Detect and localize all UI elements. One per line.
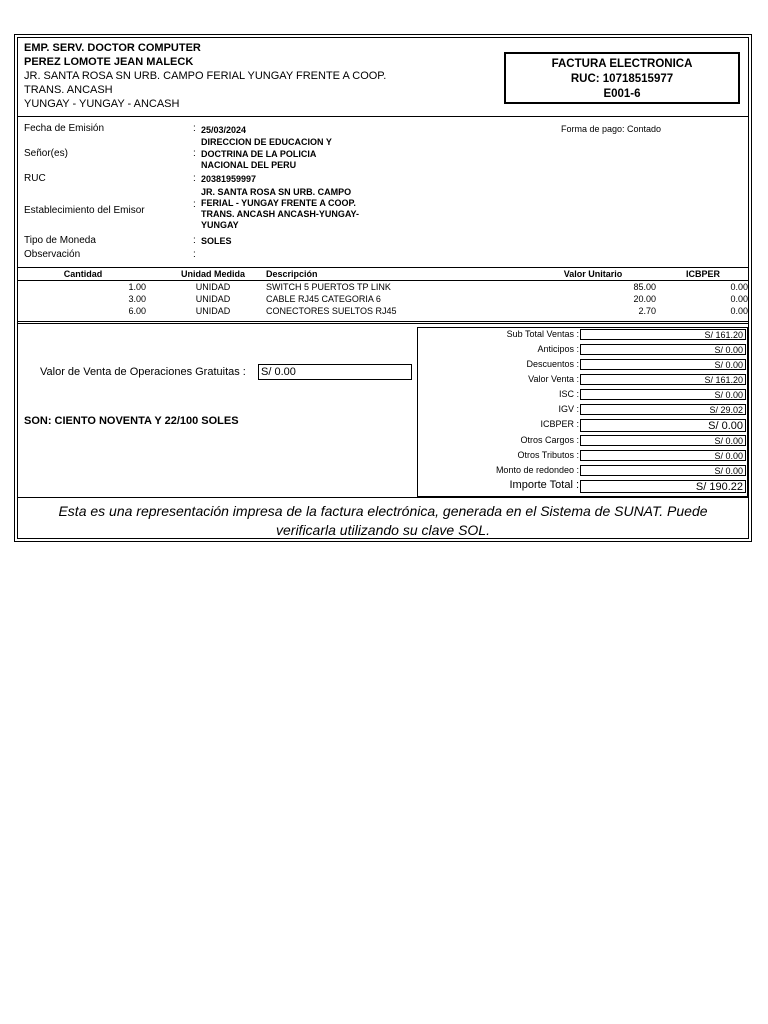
total-row-otros-tributos: [418, 449, 749, 464]
col-cantidad: Cantidad: [63, 269, 103, 279]
senor-value-line1: DIRECCION DE EDUCACION Y: [201, 137, 332, 147]
moneda-colon: :: [193, 235, 196, 246]
fecha-colon: :: [193, 123, 196, 134]
otros-cargos-value: S/ 0.00: [580, 435, 746, 446]
totals-box: [417, 327, 748, 497]
row2-cantidad: 3.00: [128, 294, 146, 304]
emitter-name-line1: EMP. SERV. DOCTOR COMPUTER: [24, 42, 201, 54]
row2-unidad: UNIDAD: [195, 294, 231, 304]
total-row-descuentos: [418, 358, 749, 373]
row1-unidad: UNIDAD: [195, 282, 231, 292]
descuentos-label: Descuentos :: [526, 359, 579, 369]
col-descripcion: Descripción: [266, 269, 318, 279]
emitter-address-line1: JR. SANTA ROSA SN URB. CAMPO FERIAL YUNGAY FRENTE A COOP.: [24, 70, 387, 82]
importe-total-label: Importe Total :: [509, 479, 579, 491]
otros-tributos-value: S/ 0.00: [580, 450, 746, 461]
row3-icbper: 0.00: [730, 306, 748, 316]
document-number: E001-6: [603, 88, 641, 100]
redondeo-value: S/ 0.00: [580, 465, 746, 476]
ruc-label: RUC: [24, 173, 46, 184]
subtotal-label: Sub Total Ventas :: [506, 329, 579, 339]
row3-cantidad: 6.00: [128, 306, 146, 316]
amount-in-words: SON: CIENTO NOVENTA Y 22/100 SOLES: [24, 415, 239, 427]
anticipos-label: Anticipos :: [537, 344, 579, 354]
ruc-colon: :: [193, 173, 196, 184]
invoice-page: [14, 34, 752, 542]
total-row-isc: [418, 388, 749, 403]
total-row-otros-cargos: [418, 434, 749, 449]
estab-value-line1: JR. SANTA ROSA SN URB. CAMPO: [201, 187, 352, 197]
senor-value-line3: NACIONAL DEL PERU: [201, 160, 297, 170]
senor-label: Señor(es): [24, 148, 68, 159]
row1-cantidad: 1.00: [128, 282, 146, 292]
gratuitas-value-box: S/ 0.00: [258, 364, 412, 380]
importe-total-value: S/ 190.22: [580, 480, 746, 493]
document-ruc: RUC: 10718515977: [570, 73, 674, 85]
row3-unidad: UNIDAD: [195, 306, 231, 316]
senor-value-line2: DOCTRINA DE LA POLICIA: [201, 149, 317, 159]
items-bottom-line: [18, 321, 748, 322]
estab-value-line4: YUNGAY: [201, 220, 239, 230]
col-valor-unitario: Valor Unitario: [563, 269, 623, 279]
total-row-importe-total: [418, 479, 749, 494]
invoice-frame: [17, 37, 749, 539]
gratuitas-label: Valor de Venta de Operaciones Gratuitas :: [40, 366, 246, 378]
total-row-redondeo: [418, 464, 749, 479]
estab-value-line2: FERIAL - YUNGAY FRENTE A COOP.: [201, 198, 356, 208]
total-row-subtotal: [418, 328, 749, 343]
emitter-address-line3: YUNGAY - YUNGAY - ANCASH: [24, 98, 180, 110]
total-row-valor-venta: [418, 373, 749, 388]
icbper-value: S/ 0.00: [580, 419, 746, 432]
redondeo-label: Monto de redondeo :: [495, 465, 579, 475]
row2-descripcion: CABLE RJ45 CATEGORIA 6: [266, 294, 381, 304]
subtotal-value: S/ 161.20: [580, 329, 746, 340]
total-row-icbper: [418, 418, 749, 433]
footer-line1: Esta es una representación impresa de la factura electrónica, generada en el Sistema de SUNAT. Puede: [58, 503, 708, 519]
row1-valor-unitario: 85.00: [633, 282, 656, 292]
row1-icbper: 0.00: [730, 282, 748, 292]
fecha-value: 25/03/2024: [201, 125, 247, 135]
sunat-footer: [18, 497, 748, 541]
document-type: FACTURA ELECTRONICA: [551, 58, 693, 70]
row3-descripcion: CONECTORES SUELTOS RJ45: [266, 306, 397, 316]
igv-value: S/ 29.02: [580, 404, 746, 415]
obs-colon: :: [193, 249, 196, 260]
fecha-label: Fecha de Emisión: [24, 123, 105, 134]
emitter-name-line2: PEREZ LOMOTE JEAN MALECK: [24, 56, 194, 68]
col-unidad: Unidad Medida: [180, 269, 245, 279]
estab-label: Establecimiento del Emisor: [24, 205, 145, 216]
isc-value: S/ 0.00: [580, 389, 746, 400]
moneda-value: SOLES: [201, 236, 232, 246]
anticipos-value: S/ 0.00: [580, 344, 746, 355]
otros-cargos-label: Otros Cargos :: [520, 435, 579, 445]
row1-descripcion: SWITCH 5 PUERTOS TP LINK: [266, 282, 391, 292]
col-icbper: ICBPER: [685, 269, 720, 279]
ruc-value: 20381959997: [201, 174, 257, 184]
descuentos-value: S/ 0.00: [580, 359, 746, 370]
row3-valor-unitario: 2.70: [638, 306, 656, 316]
forma-pago: Forma de pago: Contado: [561, 124, 662, 134]
document-box: [504, 52, 740, 104]
total-row-igv: [418, 403, 749, 418]
isc-label: ISC :: [558, 389, 579, 399]
obs-label: Observación: [24, 249, 81, 260]
row2-valor-unitario: 20.00: [633, 294, 656, 304]
row2-icbper: 0.00: [730, 294, 748, 304]
footer-line2: verificarla utilizando su clave SOL.: [276, 522, 490, 538]
valor-venta-value: S/ 161.20: [580, 374, 746, 385]
total-row-anticipos: [418, 343, 749, 358]
icbper-label: ICBPER :: [540, 419, 579, 429]
emitter-address-line2: TRANS. ANCASH: [24, 84, 113, 96]
items-header-top-line: [18, 267, 748, 268]
items-header-bottom-line: [18, 280, 748, 281]
senor-colon: :: [193, 148, 196, 159]
estab-value-line3: TRANS. ANCASH ANCASH-YUNGAY-: [201, 209, 360, 219]
igv-label: IGV :: [558, 404, 579, 414]
moneda-label: Tipo de Moneda: [24, 235, 96, 246]
estab-colon: :: [193, 199, 196, 210]
otros-tributos-label: Otros Tributos :: [517, 450, 579, 460]
valor-venta-label: Valor Venta :: [528, 374, 579, 384]
divider-top: [18, 116, 748, 117]
items-bottom-line-2: [18, 323, 748, 324]
